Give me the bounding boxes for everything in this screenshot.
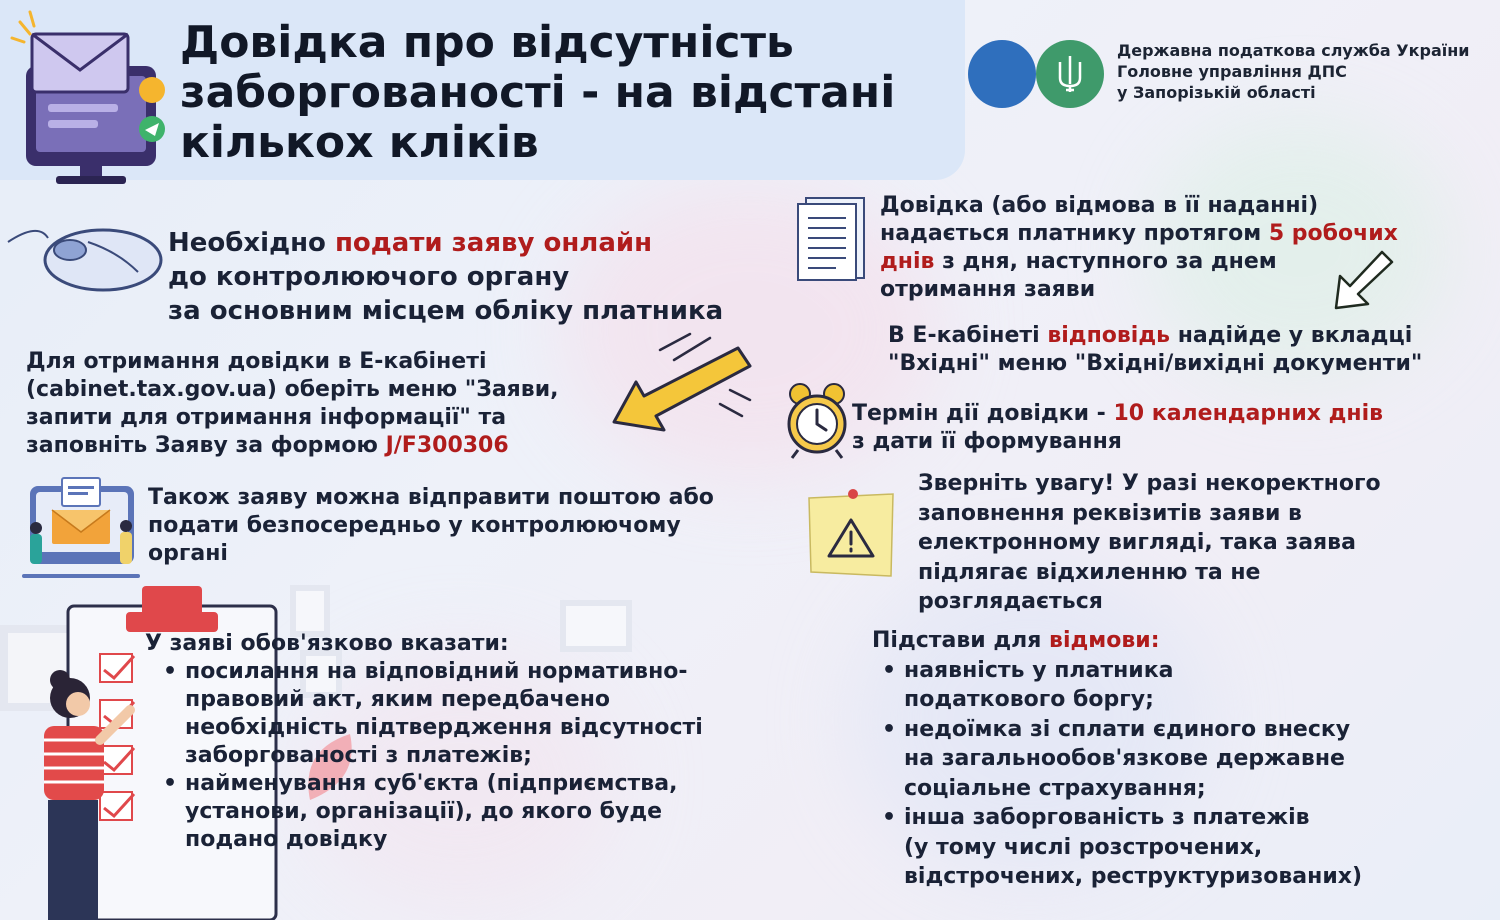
mail-people-icon — [22, 470, 140, 582]
apply-online-line: за основним місцем обліку платника — [168, 296, 724, 326]
refusal-highlight: відмови: — [1049, 628, 1160, 653]
delivery-highlight: 5 робочих — [1268, 221, 1398, 246]
post-line: органі — [148, 541, 228, 566]
warning-note-icon — [805, 484, 897, 580]
required-block — [145, 630, 745, 854]
attention-line: електронному вигляді, така заява — [918, 530, 1356, 555]
delivery-line: з дня, наступного за днем — [934, 249, 1277, 274]
list-line: • недоїмка зі сплати єдиного внеску — [904, 716, 1351, 742]
list-line: соціальне страхування; — [904, 775, 1206, 801]
ecabinet-line: запити для отримання інформації" та — [26, 405, 507, 430]
apply-online-highlight: подати заяву онлайн — [334, 228, 653, 258]
answer-line: "Вхідні" меню "Вхідні/вихідні документи" — [888, 351, 1423, 376]
apply-online-pre: Необхідно — [168, 228, 335, 258]
list-item — [157, 658, 745, 770]
ecabinet-line: (cabinet.tax.gov.ua) оберіть меню "Заяви, — [26, 377, 559, 402]
arrow-icon — [600, 330, 760, 440]
list-item — [157, 770, 745, 854]
required-heading: У заяві обов'язково вказати: — [145, 631, 509, 656]
attention-line: Зверніть увагу! У разі некоректного — [918, 471, 1381, 496]
list-line: установи, організації), до якого буде — [185, 799, 663, 824]
attention-line: розглядається — [918, 589, 1103, 614]
agency-line: Головне управління ДПС — [1117, 62, 1347, 81]
mouse-icon — [8, 212, 158, 297]
list-line: • наявність у платника — [904, 657, 1174, 683]
post-line: Також заяву можна відправити поштою або — [148, 485, 714, 510]
list-line: • посилання на відповідний нормативно- — [185, 659, 688, 684]
answer-block — [888, 322, 1488, 378]
required-list — [157, 658, 745, 854]
arrow-down-left-icon — [1332, 246, 1396, 312]
list-line: (у тому числі розстрочених, — [904, 834, 1263, 860]
delivery-highlight: днів — [880, 249, 935, 274]
ecabinet-block — [26, 348, 626, 460]
apply-online-line: до контролюючого органу — [168, 262, 570, 292]
list-line: відстрочених, реструктуризованих) — [904, 864, 1362, 889]
ecabinet-line: заповніть Заяву за формою — [26, 433, 386, 458]
refusal-list — [876, 656, 1472, 892]
page-title: Довідка про відсутність заборгованості - на відстані кількох кліків — [180, 17, 896, 168]
post-line: подати безпосередньо у контролюючому — [148, 513, 681, 538]
delivery-line: надається платнику протягом — [880, 221, 1269, 246]
validity-highlight: 10 календарних днів — [1113, 401, 1384, 426]
post-block — [148, 484, 788, 568]
validity-line: Термін дії довідки - — [852, 401, 1114, 426]
list-item — [876, 715, 1472, 804]
delivery-block — [880, 192, 1490, 304]
document-icon — [796, 196, 866, 282]
list-line: податкового боргу; — [904, 687, 1154, 712]
agency-name — [1117, 40, 1470, 103]
attention-line: підлягає відхиленню та не — [918, 559, 1261, 585]
refusal-heading: Підстави для — [872, 628, 1050, 653]
list-line: на загальнообов'язкове державне — [904, 746, 1345, 771]
apply-online-block — [168, 226, 808, 328]
list-item — [876, 656, 1472, 715]
trident-icon — [1056, 54, 1084, 94]
attention-block — [918, 469, 1488, 617]
clock-icon — [782, 380, 852, 460]
answer-highlight: відповідь — [1047, 323, 1171, 348]
delivery-line: отримання заяви — [880, 277, 1096, 302]
agency-line: Державна податкова служба України — [1117, 41, 1470, 60]
answer-line: надійде у вкладці — [1170, 323, 1413, 348]
list-line: необхідність підтвердження відсутності — [185, 715, 703, 740]
list-line: правовий акт, яким передбачено — [185, 687, 611, 712]
list-line: подано довідку — [185, 827, 388, 852]
attention-line: заповнення реквізитів заяви в — [918, 500, 1302, 526]
refusal-block — [872, 626, 1472, 892]
delivery-line: Довідка (або відмова в її наданні) — [880, 193, 1319, 218]
list-line: • найменування суб'єкта (підприємства, — [185, 771, 678, 796]
agency-line: у Запорізькій області — [1117, 83, 1316, 102]
answer-line: В Е-кабінеті — [888, 323, 1048, 348]
form-code: J/F300306 — [385, 433, 509, 458]
list-line: заборгованості з платежів; — [185, 743, 532, 768]
person-illustration — [30, 670, 150, 920]
list-item — [876, 803, 1472, 892]
ecabinet-line: Для отримання довідки в Е-кабінеті — [26, 349, 487, 374]
validity-line: з дати її формування — [852, 429, 1122, 454]
computer-mail-icon — [8, 12, 173, 187]
list-line: • інша заборгованість з платежів — [904, 805, 1310, 830]
validity-block — [852, 400, 1472, 456]
